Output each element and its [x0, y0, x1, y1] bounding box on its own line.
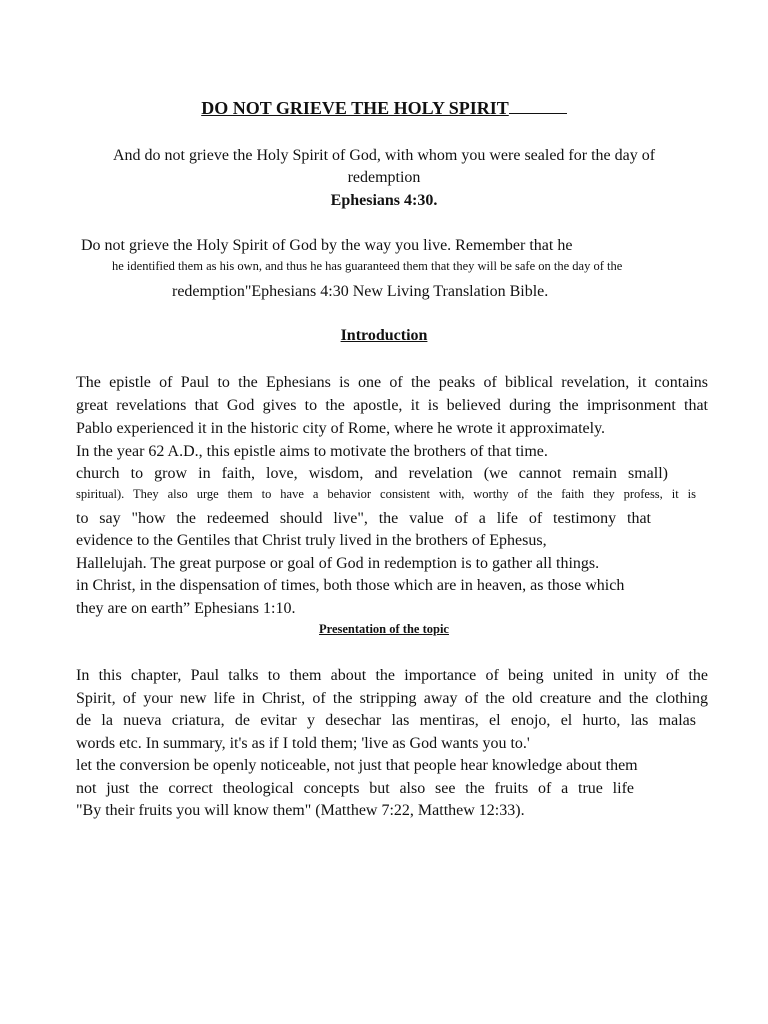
presentation-line: not just the correct theological concepts but also see the fruits of a true life	[76, 780, 634, 797]
document-title	[0, 98, 768, 120]
presentation-line: In this chapter, Paul talks to them about the importance of being united in unity of the	[76, 667, 708, 684]
intro-line: great revelations that God gives to the apostle, it is believed during the imprisonment that	[76, 397, 708, 414]
title-text: DO NOT GRIEVE THE HOLY SPIRIT	[201, 98, 509, 118]
presentation-line: words etc. In summary, it's as if I told them; 'live as God wants you to.'	[76, 735, 530, 752]
presentation-line: "By their fruits you will know them" (Matthew 7:22, Matthew 12:33).	[76, 802, 525, 819]
intro-line: church to grow in faith, love, wisdom, and revelation (we cannot remain small)	[76, 465, 668, 482]
verse2-line1: Do not grieve the Holy Spirit of God by the way you live. Remember that he	[81, 237, 573, 254]
verse2-line3: redemption"Ephesians 4:30 New Living Translation Bible.	[172, 283, 549, 300]
verse1-reference: Ephesians 4:30.	[330, 192, 438, 209]
intro-line: The epistle of Paul to the Ephesians is one of the peaks of biblical revelation, it contains	[76, 374, 708, 391]
verse2-line2: he identified them as his own, and thus he has guaranteed them that they will be safe on the day of the	[112, 259, 623, 273]
presentation-line: de la nueva criatura, de evitar y desechar las mentiras, el enojo, el hurto, las malas	[76, 712, 696, 729]
intro-line: Hallelujah. The great purpose or goal of God in redemption is to gather all things.	[76, 555, 600, 572]
introduction-heading: Introduction	[340, 327, 428, 344]
intro-line: Pablo experienced it in the historic city of Rome, where he wrote it approximately.	[76, 420, 606, 437]
presentation-heading: Presentation of the topic	[319, 622, 449, 636]
verse1-line2: redemption	[347, 169, 421, 186]
verse1-line1: And do not grieve the Holy Spirit of God, with whom you were sealed for the day of	[112, 147, 656, 164]
presentation-line: let the conversion be openly noticeable, not just that people hear knowledge about them	[76, 757, 638, 774]
intro-line: to say "how the redeemed should live", the value of a life of testimony that	[76, 510, 651, 527]
intro-line: evidence to the Gentiles that Christ truly lived in the brothers of Ephesus,	[76, 532, 547, 549]
intro-line: In the year 62 A.D., this epistle aims to motivate the brothers of that time.	[76, 443, 548, 460]
intro-line: in Christ, in the dispensation of times, both those which are in heaven, as those which	[76, 577, 625, 594]
intro-line: they are on earth” Ephesians 1:10.	[76, 600, 296, 617]
presentation-line: Spirit, of your new life in Christ, of the stripping away of the old creature and the clothing	[76, 690, 708, 707]
title-underline-tail	[509, 99, 567, 114]
intro-line: spiritual). They also urge them to have a behavior consistent with, worthy of the faith they profess, it is	[76, 487, 696, 501]
